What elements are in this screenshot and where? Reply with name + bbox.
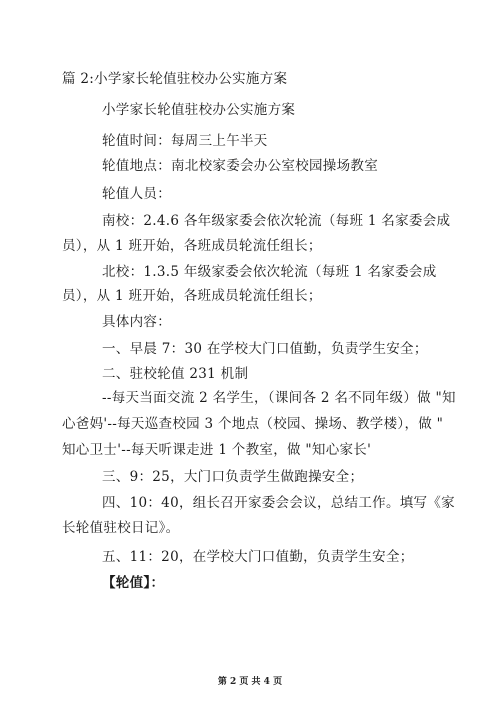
item-two-detail-2: 心爸妈'--每天巡查校园 3 个地点（校园、操场、教学楼），做 " [62,416,444,432]
item-two-detail-1: --每天当面交流 2 名学生，（课间各 2 名不同年级）做 "知 [102,390,456,406]
south-campus-line-2: 员），从 1 班开始，各班成员轮流任组长； [62,238,322,254]
item-three: 三、9：25，大门口负责学生做跑操安全； [102,469,364,485]
rotation-location: 轮值地点：南北校家委会办公室校园操场教室 [102,158,378,174]
rotation-personnel-label: 轮值人员： [102,186,171,202]
item-two-detail-3: 知心卫士'--每天听课走进 1 个教室，做 "知心家长' [62,442,372,458]
document-title: 小学家长轮值驻校办公实施方案 [102,102,296,118]
north-campus-line-2: 员），从 1 班开始，各班成员轮流任组长； [62,288,322,304]
south-campus-line-1: 南校：2.4.6 各年级家委会依次轮流（每班 1 名家委会成 [102,213,451,229]
north-campus-line-1: 北校：1.3.5 年级家委会依次轮流（每班 1 名家委会成 [102,264,437,280]
rotation-time: 轮值时间：每周三上午半天 [102,133,268,149]
item-four-line-2: 长轮值驻校日记》。 [62,520,180,536]
item-one: 一、早晨 7：30 在学校大门口值勤，负责学生安全； [102,341,428,357]
rotation-section-label: 【轮值】： [102,575,165,591]
item-five: 五、11：20，在学校大门口值勤，负责学生安全； [102,549,414,565]
item-two: 二、驻校轮值 231 机制 [102,366,249,382]
content-label: 具体内容： [102,314,171,330]
section-heading: 篇 2:小学家长轮值驻校办公实施方案 [62,71,288,87]
page-number: 第 2 页 共 4 页 [217,677,283,687]
item-four-line-1: 四、10：40，组长召开家委会会议，总结工作。填写《家 [102,495,455,511]
